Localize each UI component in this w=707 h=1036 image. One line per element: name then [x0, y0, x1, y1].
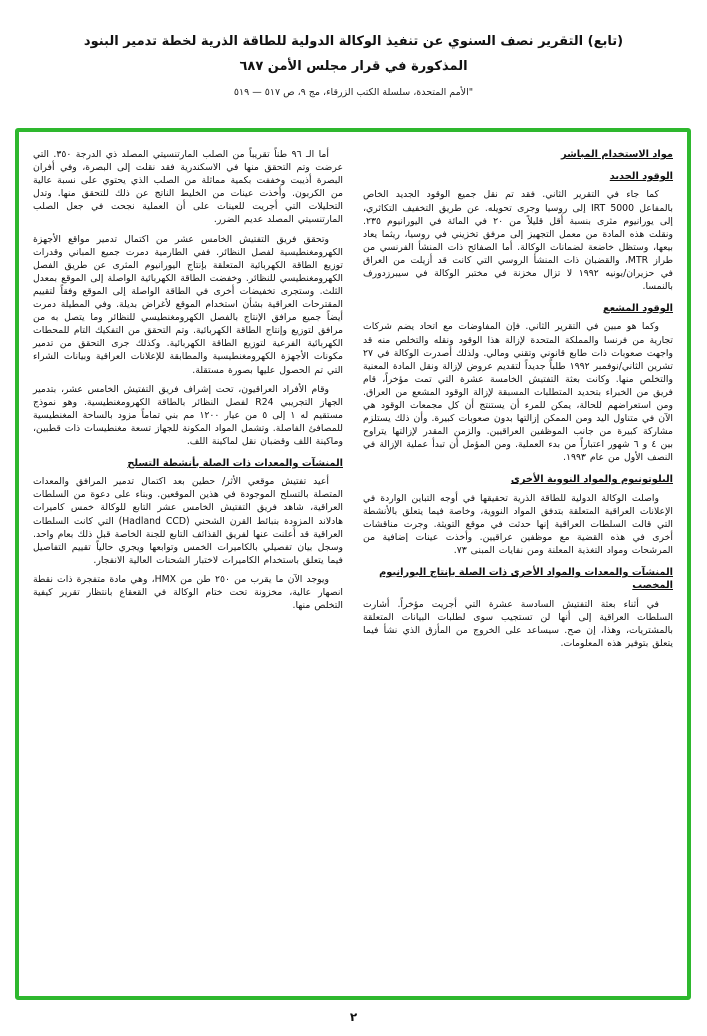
section-heading-new-fuel: الوقود الجديد: [609, 171, 673, 183]
section-heading-weaponization: المنشآت والمعدات ذات الصلة بأنشطة التسلح: [127, 458, 343, 470]
source-citation: "الأمم المتحدة، سلسلة الكتب الزرقاء، مج ٩، ص ٥١٧ — ٥١٩: [233, 87, 474, 99]
document-header: [0, 0, 707, 98]
paragraph-maraging-steel: أما الـ ٩٦ طناً تقريباً من الصلب المارتنسيتي المصلد ذي الدرجة ٣٥٠. التي عرضت وتم التحقق منها في الاسكندرية فقد نقلت إلى البصرة، وفي أفران البصرة أذيبت وخففت بكمية مماثلة من الصلب الذي يحتوي على نسبة عالية من الكربون. وأخذت عينات من الخليط الناتج عن ذلك للتحقق منها. وتدل التحليلات التي أجريت للعينات على أن العملية نجحت في جعل الصلب المارتنسيتي المصلد عديم الضرر.: [33, 149, 343, 226]
report-title-line2: المذكورة في قرار مجلس الأمن ٦٨٧: [239, 58, 468, 74]
section-heading-enrichment-facilities: المنشآت والمعدات والمواد الأخرى ذات الصلة بإنتاج اليورانيوم المخصب: [379, 567, 673, 592]
section-heading-direct-use-materials: مواد الاستخدام المباشر: [561, 149, 673, 160]
section-heading-plutonium: البلوتونيوم والمواد النووية الأخرى: [510, 474, 673, 486]
section-heading-irradiated-fuel: الوقود المشعع: [603, 303, 673, 315]
page-number: ٢: [349, 1010, 358, 1024]
paragraph-hmx-storage: ويوجد الآن ما يقرب من ٢٥٠ طن من HMX، وهي مادة متفجرة ذات نقطة انصهار عالية، مخزونة تحت ختام الوكالة في القعقاع بانتظار تقرير كيفية التخلص منها.: [33, 573, 343, 612]
paragraph-irradiated-fuel: وكما هو مبين في التقرير الثاني. فإن المفاوضات مع اتحاد يضم شركات تجارية من فرنسا والمملكة المتحدة لإزالة هذا الوقود ونقله والتخلص منه قد واجهت صعوبات ذات طابع قانوني وتقني ومالي. ولذلك أصدرت الوكالة في ٢٧ تشرين الثاني/نوفمبر ١٩٩٢ طلباً جديداً لتقديم عروض لإزالة ونقل المادة المعنية والتخلص منها. وكانت بعثة التفتيش الخامسة عشرة التي تمت مؤخراً، قام فريق من الخبراء بتحديد المتطلبات المسبقة لإزالة الوقود المشعع من العراق. ومن استعراضهم للحالة، يمكن للمرء أن يستنتج أن كل مجمعات الوقود هي الآن في متناول اليد ومن الممكن إزالتها بدون صعوبات كبيرة. وأن ذلك يستلزم مشاركة كبيرة من جانب الموظفين العراقيين. والزمن المقدر لإزالتها يتراوح بين ٤ و ٦ شهور اعتباراً من بدء العملية. ومن المؤمل أن تبدأ عملية الإزالة في النصف الأول من عام ١٩٩٣.: [363, 321, 673, 464]
paragraph-emis-destruction: وتحقق فريق التفتيش الخامس عشر من اكتمال تدمير مواقع الأجهزة الكهرومغنطيسية لفصل النظائر. ففي الطارمية دمرت جميع المباني وقدرات توزيع الطاقة الكهربائية المتعلقة بإنتاج اليورانيوم المثرى عن طريق الفصل الكهرومغنطيسي للنظائر. وخفضت الطاقة الكهربائية الواصلة إلى الموقع بمعدل الثلث. وستجرى تخفيضات أخرى في الطاقة الواصلة إلى الموقع وفقاً لتقييم المقترحات العراقية بشأن استخدام الموقع لأغراض بديلة. وفي المطيلة دمرت أيضاً جميع مرافق الإنتاج بالفصل الكهرومغنطيسي للنظائر وما يتصل به من مرافق لتوزيع وإنتاج الطاقة الكهربائية. وتم التحقق من التفكيك التام للمحطات الكهربائية الفرعية لتوزيع الطاقة الكهربائية. وكذلك جرى التحقق من تدمير مكونات الأجهزة الكهرومغنطيسية والمطابقة للإعلانات العراقية وبيانات الشراء التي تم الحصول عليها بصورة مستقلة.: [33, 233, 343, 376]
paragraph-enrichment-facilities: في أثناء بعثة التفتيش السادسة عشرة التي أجريت مؤخراً. أشارت السلطات العراقية إلى أنها لن تستجيب سوى لطلبات البيانات المتعلقة بالمشتريات، وهذا، إن صح. سيساعد على الخروج من المأزق الذي نشأ فيما يتعلق بتوفير هذه المعلومات.: [363, 598, 673, 649]
paragraph-r24-device: وقام الأفراد العراقيون، تحت إشراف فريق التفتيش الخامس عشر، بتدمير الجهاز التجريبي R24 لفصل النظائر بالطاقة الكهرومغنطيسية. وهو نموذج مستقيم له ١ إلى ٥ من عيار ١٢٠٠ مم بني تماماً مزود بالساحة المغنطيسية للمصافئ الفاصلة. وتشمل المواد المكونة للجهاز تسعة مغنطيسات ذات قطبين، وماكينة اللف وقضبان نقل لماكينة اللف.: [33, 383, 343, 447]
paragraph-weaponization-sites: أعيد تفتيش موقعي الأثر/ حطين بعد اكتمال تدمير المرافق والمعدات المتصلة بالتسلح الموجودة في هذين الموقعين. وبناء على دعوة من السلطات العراقية، شاهد فريق التفتيش الخامس عشر التابع للوكالة خمس كاميرات هادلاند المزودة بنبائط القرن الشحني (Hadland CCD) التي كانت السلطات العراقية قد أعلنت عنها لفريق القذائف التابع للجنة الخاصة قبل ذلك بعام واحد. وسجل بيان تفصيلي بالكاميرات الخمس وتوابعها ويجري حالياً تقييم التفاصيل فيما يتعلق باستخدام الكاميرات لاختبار الشحنات العالية الانفجار.: [33, 476, 343, 566]
column-left: [33, 148, 343, 986]
report-title-line1: (تابع) التقرير نصف السنوي عن تنفيذ الوكالة الدولية للطاقة الذرية لخطة تدمير البنود: [83, 34, 624, 49]
column-right: [363, 148, 673, 986]
paragraph-new-fuel: كما جاء في التقرير الثاني. فقد تم نقل جميع الوقود الجديد الخاص بالمفاعل IRT 5000 إلى روسيا وجرى تحويله. عن طريق التخفيف التكاثري، إلى يورانيوم مثرى بنسبة أقل قليلاً من ٢٠ في المائة في اليورانيوم ٢٣٥. ونقلت هذه المادة من معمل التجهيز إلى مرفق تخزيني في روسيا، ريثما يعاد بيعها، وستظل خاضعة لضمانات الوكالة. أما الصفائح ذات المنشأ الفرنسي من طراز MTR، والقضبان ذات المنشأ الروسي التي كانت قد أزيلت من العراق في حزيران/يونيه ١٩٩٢ لا تزال مخزنة في مختبر الوكالة في سيبرزدورف بالنمسا.: [363, 189, 674, 293]
content-frame: [15, 128, 691, 1000]
paragraph-plutonium: واصلت الوكالة الدولية للطاقة الذرية تحقيقها في أوجه التباين الواردة في الإعلانات العراقية المتعلقة بتدفق المواد النووية، وخاصة فيما يتعلق بالأنشطة التي قالت السلطات العراقية إنها حدثت في موقع التويثة. وجرت مناقشات أخرى في هذه القضية مع موظفين عراقيين. وأخذت عينات إضافية من المرشحات ومواد التغذية المعلنة ومن نفايات المبنى ٧٣.: [363, 492, 673, 557]
two-column-layout: [19, 132, 687, 996]
